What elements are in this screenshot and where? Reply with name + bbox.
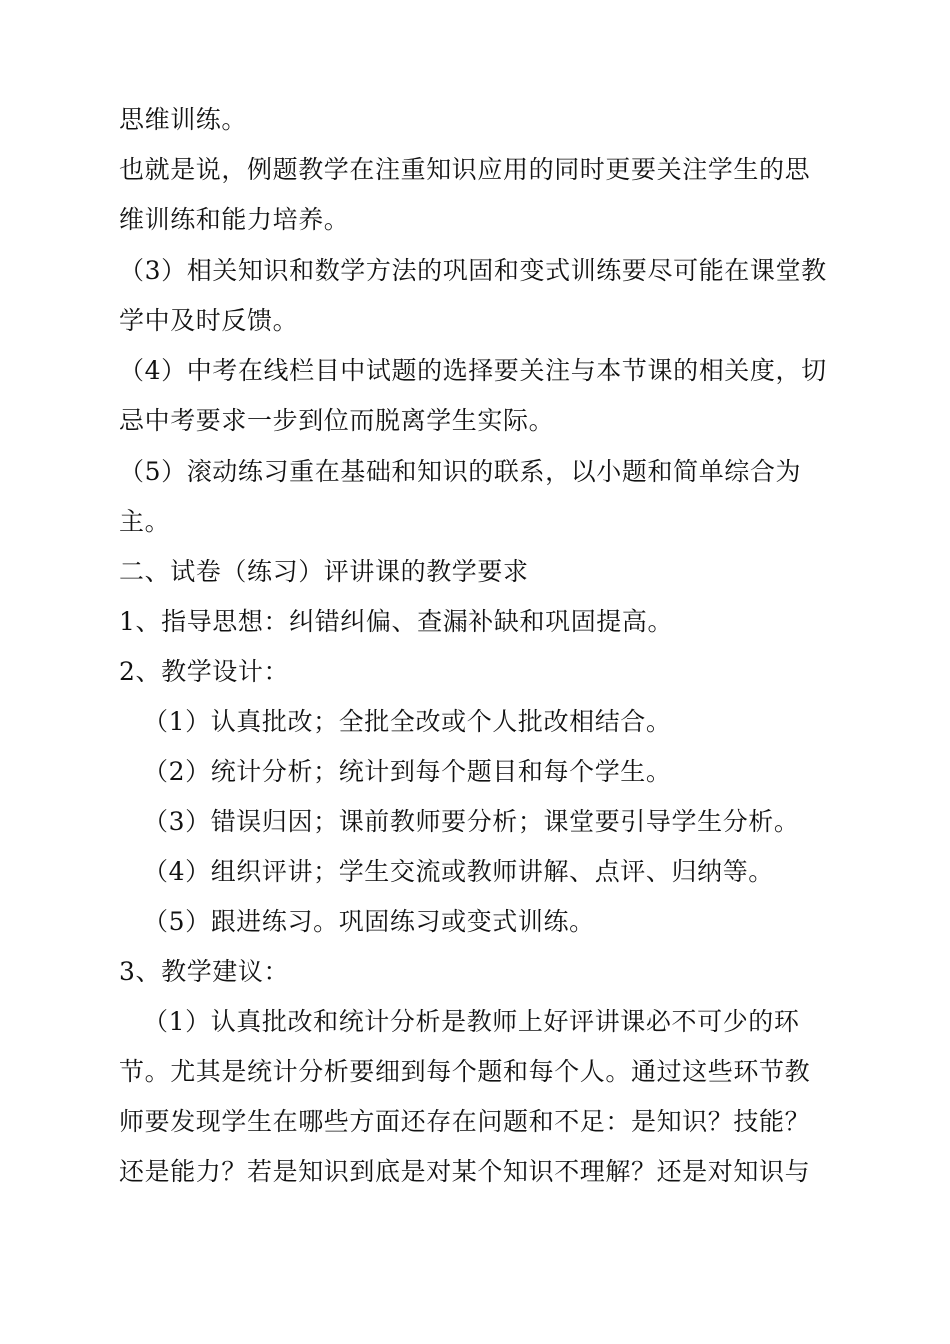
text-line-11: 1、指导思想：纠错纠偏、查漏补缺和巩固提高。 bbox=[119, 607, 674, 636]
section-heading-2: 二、试卷（练习）评讲课的教学要求 bbox=[119, 557, 529, 586]
text-line-21: 师要发现学生在哪些方面还存在问题和不足：是知识？技能？ bbox=[119, 1107, 811, 1136]
text-line-2: 也就是说，例题教学在注重知识应用的同时更要关注学生的思 bbox=[119, 155, 811, 184]
text-line-5: 学中及时反馈。 bbox=[119, 306, 299, 335]
text-line-20: 节。尤其是统计分析要细到每个题和每个人。通过这些环节教 bbox=[119, 1057, 811, 1086]
text-line-22: 还是能力？若是知识到底是对某个知识不理解？还是对知识与 bbox=[119, 1157, 811, 1186]
text-line-7: 忌中考要求一步到位而脱离学生实际。 bbox=[119, 406, 555, 435]
text-line-18: 3、教学建议： bbox=[119, 957, 290, 986]
text-line-4: （3）相关知识和数学方法的巩固和变式训练要尽可能在课堂教 bbox=[119, 256, 827, 285]
text-line-12: 2、教学设计： bbox=[119, 657, 290, 686]
text-line-9: 主。 bbox=[119, 507, 171, 536]
text-line-16: （4）组织评讲；学生交流或教师讲解、点评、归纳等。 bbox=[143, 857, 774, 886]
text-line-3: 维训练和能力培养。 bbox=[119, 205, 350, 234]
text-line-1: 思维训练。 bbox=[119, 105, 248, 134]
text-line-8: （5）滚动练习重在基础和知识的联系，以小题和简单综合为 bbox=[119, 457, 802, 486]
text-line-14: （2）统计分析；统计到每个题目和每个学生。 bbox=[143, 757, 672, 786]
text-line-15: （3）错误归因；课前教师要分析；课堂要引导学生分析。 bbox=[143, 807, 800, 836]
text-line-19: （1）认真批改和统计分析是教师上好评讲课必不可少的环 bbox=[143, 1007, 800, 1036]
text-line-13: （1）认真批改；全批全改或个人批改相结合。 bbox=[143, 707, 672, 736]
text-line-17: （5）跟进练习。巩固练习或变式训练。 bbox=[143, 907, 595, 936]
text-line-6: （4）中考在线栏目中试题的选择要关注与本节课的相关度，切 bbox=[119, 356, 827, 385]
